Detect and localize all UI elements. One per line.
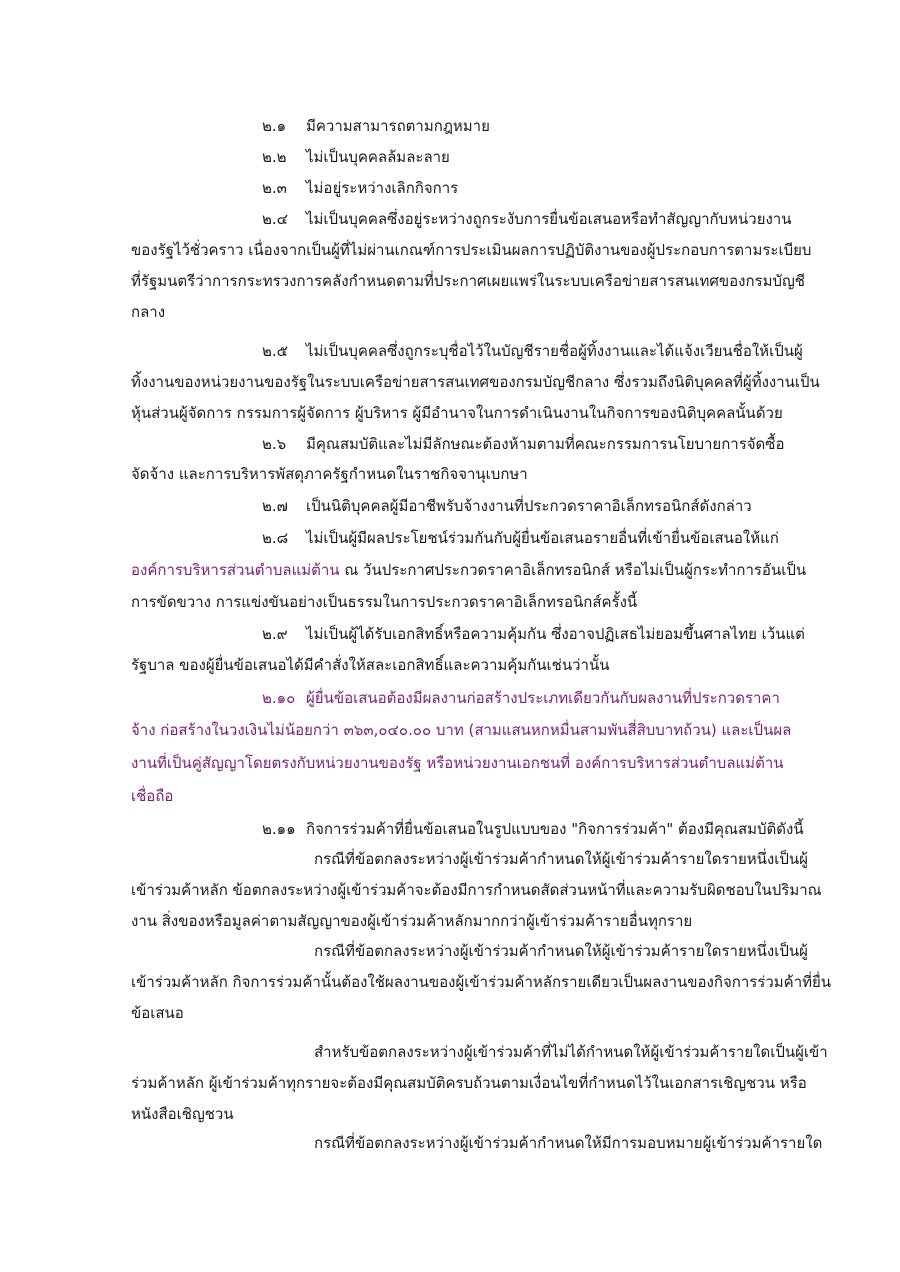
item-2-8 (262, 528, 779, 548)
item-2-5-line-3: หุ้นส่วนผู้จัดการ กรรมการผู้จัดการ ผู้บริหาร ผู้มีอำนาจในการดำเนินงานในกิจการของนิติบุคคลนั้นด้วย (131, 404, 783, 422)
jv-paragraph-2-line-1: กรณีที่ข้อตกลงระหว่างผู้เข้าร่วมค้ากำหนดให้ผู้เข้าร่วมค้ารายใดรายหนึ่งเป็นผู้ (314, 942, 808, 960)
jv-paragraph-1-line-3: งาน สิ่งของหรือมูลค่าตามสัญญาของผู้เข้าร่วมค้าหลักมากกว่าผู้เข้าร่วมค้ารายอื่นทุกราย (131, 912, 693, 930)
item-text: ไม่เป็นผู้ได้รับเอกสิทธิ์หรือความคุ้มกัน ซึ่งอาจปฏิเสธไม่ยอมขึ้นศาลไทย เว้นแต่ (306, 625, 805, 643)
organization-name: องค์การบริหารส่วนตำบลแม่ต้าน (131, 561, 340, 579)
item-number: ๒.๘ (262, 529, 289, 547)
jv-paragraph-4-line-1: กรณีที่ข้อตกลงระหว่างผู้เข้าร่วมค้ากำหนดให้มีการมอบหมายผู้เข้าร่วมค้ารายใด (314, 1134, 823, 1152)
item-2-10 (262, 688, 780, 708)
item-2-10-line-3: งานที่เป็นคู่สัญญาโดยตรงกับหน่วยงานของรัฐ หรือหน่วยงานเอกชนที่ องค์การบริหารส่วนตำบลแม่ต้าน (131, 754, 784, 772)
item-2-1 (262, 116, 490, 136)
item-2-6 (262, 434, 785, 454)
item-2-8-line-3: การขัดขวาง การแข่งขันอย่างเป็นธรรมในการประกวดราคาอิเล็กทรอนิกส์ครั้งนี้ (131, 593, 638, 611)
jv-paragraph-1-line-2: เข้าร่วมค้าหลัก ข้อตกลงระหว่างผู้เข้าร่วมค้าจะต้องมีการกำหนดสัดส่วนหน้าที่และความรับผิดชอบในปริมาณ (131, 881, 822, 899)
item-2-4-line-3: ที่รัฐมนตรีว่าการกระทรวงการคลังกำหนดตามที่ประกาศเผยแพร่ในระบบเครือข่ายสารสนเทศของกรมบัญชี (131, 272, 805, 290)
item-text: เป็นนิติบุคคลผู้มีอาชีพรับจ้างงานที่ประกวดราคาอิเล็กทรอนิกส์ดังกล่าว (306, 497, 752, 515)
item-2-4 (262, 209, 792, 229)
item-2-6-line-2: จัดจ้าง และการบริหารพัสดุภาครัฐกำหนดในราชกิจจานุเบกษา (131, 465, 528, 483)
item-text: ไม่เป็นบุคคลซึ่งถูกระบุชื่อไว้ในบัญชีรายชื่อผู้ทิ้งงานและได้แจ้งเวียนชื่อให้เป็นผู้ (306, 342, 803, 360)
item-text: กิจการร่วมค้าที่ยื่นข้อเสนอในรูปแบบของ "กิจการร่วมค้า" ต้องมีคุณสมบัติดังนี้ (306, 820, 804, 838)
item-2-3 (262, 178, 458, 198)
item-number: ๒.๑๐ (262, 689, 296, 707)
item-2-2 (262, 147, 450, 167)
item-number: ๒.๒ (262, 148, 287, 166)
item-text: มีความสามารถตามกฎหมาย (306, 117, 490, 135)
item-2-9 (262, 624, 805, 644)
item-text: ไม่เป็นผู้มีผลประโยชน์ร่วมกันกับผู้ยื่นข้อเสนอรายอื่นที่เข้ายื่นข้อเสนอให้แก่ (306, 529, 779, 547)
jv-paragraph-1-line-1: กรณีที่ข้อตกลงระหว่างผู้เข้าร่วมค้ากำหนดให้ผู้เข้าร่วมค้ารายใดรายหนึ่งเป็นผู้ (314, 850, 808, 868)
item-2-11 (262, 819, 804, 839)
item-number: ๒.๓ (262, 179, 287, 197)
jv-paragraph-3-line-3: หนังสือเชิญชวน (131, 1105, 234, 1123)
jv-paragraph-3-line-2: ร่วมค้าหลัก ผู้เข้าร่วมค้าทุกรายจะต้องมีคุณสมบัติครบถ้วนตามเงื่อนไขที่กำหนดไว้ในเอกสารเชิญชวน หรือ (131, 1074, 807, 1092)
item-text: ผู้ยื่นข้อเสนอต้องมีผลงานก่อสร้างประเภทเดียวกันกับผลงานที่ประกวดราคา (306, 689, 780, 707)
item-2-8-line-2 (131, 560, 806, 580)
item-number: ๒.๕ (262, 342, 289, 360)
item-text: มีคุณสมบัติและไม่มีลักษณะต้องห้ามตามที่คณะกรรมการนโยบายการจัดซื้อ (306, 435, 785, 453)
item-2-9-line-2: รัฐบาล ของผู้ยื่นข้อเสนอได้มีคำสั่งให้สละเอกสิทธิ์และความคุ้มกันเช่นว่านั้น (131, 656, 610, 674)
item-number: ๒.๑๑ (262, 820, 296, 838)
item-text-rest: ณ วันประกาศประกวดราคาอิเล็กทรอนิกส์ หรือไม่เป็นผู้กระทำการอันเป็น (339, 561, 807, 579)
item-number: ๒.๙ (262, 625, 288, 643)
item-2-5 (262, 341, 803, 361)
item-text: ไม่เป็นบุคคลซึ่งอยู่ระหว่างถูกระงับการยื่นข้อเสนอหรือทำสัญญากับหน่วยงาน (306, 210, 792, 228)
item-2-4-line-2: ของรัฐไว้ชั่วคราว เนื่องจากเป็นผู้ที่ไม่ผ่านเกณฑ์การประเมินผลการปฏิบัติงานของผู้ประกอบการตามระเบียบ (131, 241, 812, 259)
item-number: ๒.๖ (262, 435, 287, 453)
item-2-10-line-2: จ้าง ก่อสร้างในวงเงินไม่น้อยกว่า ๓๖๓,๐๔๐.๐๐ บาท (สามแสนหกหมื่นสามพันสี่สิบบาทถ้วน) และเป็นผล (131, 721, 792, 739)
item-number: ๒.๔ (262, 210, 289, 228)
item-2-4-line-4: กลาง (131, 303, 166, 321)
item-number: ๒.๑ (262, 117, 287, 135)
item-text: ไม่อยู่ระหว่างเลิกกิจการ (306, 179, 459, 197)
item-number: ๒.๗ (262, 497, 288, 515)
jv-paragraph-2-line-3: ข้อเสนอ (131, 1004, 184, 1022)
item-text: ไม่เป็นบุคคลล้มละลาย (306, 148, 450, 166)
jv-paragraph-3-line-1: สำหรับข้อตกลงระหว่างผู้เข้าร่วมค้าที่ไม่ได้กำหนดให้ผู้เข้าร่วมค้ารายใดเป็นผู้เข้า (314, 1043, 828, 1061)
item-2-10-line-4: เชื่อถือ (131, 787, 174, 805)
jv-paragraph-2-line-2: เข้าร่วมค้าหลัก กิจการร่วมค้านั้นต้องใช้ผลงานของผู้เข้าร่วมค้าหลักรายเดียวเป็นผลงานของกิจการร่วมค้าที่ยื่น (131, 973, 832, 991)
item-2-5-line-2: ทิ้งงานของหน่วยงานของรัฐในระบบเครือข่ายสารสนเทศของกรมบัญชีกลาง ซึ่งรวมถึงนิติบุคคลที่ผู้ทิ้งงานเป็น (131, 373, 820, 391)
item-2-7 (262, 496, 752, 516)
